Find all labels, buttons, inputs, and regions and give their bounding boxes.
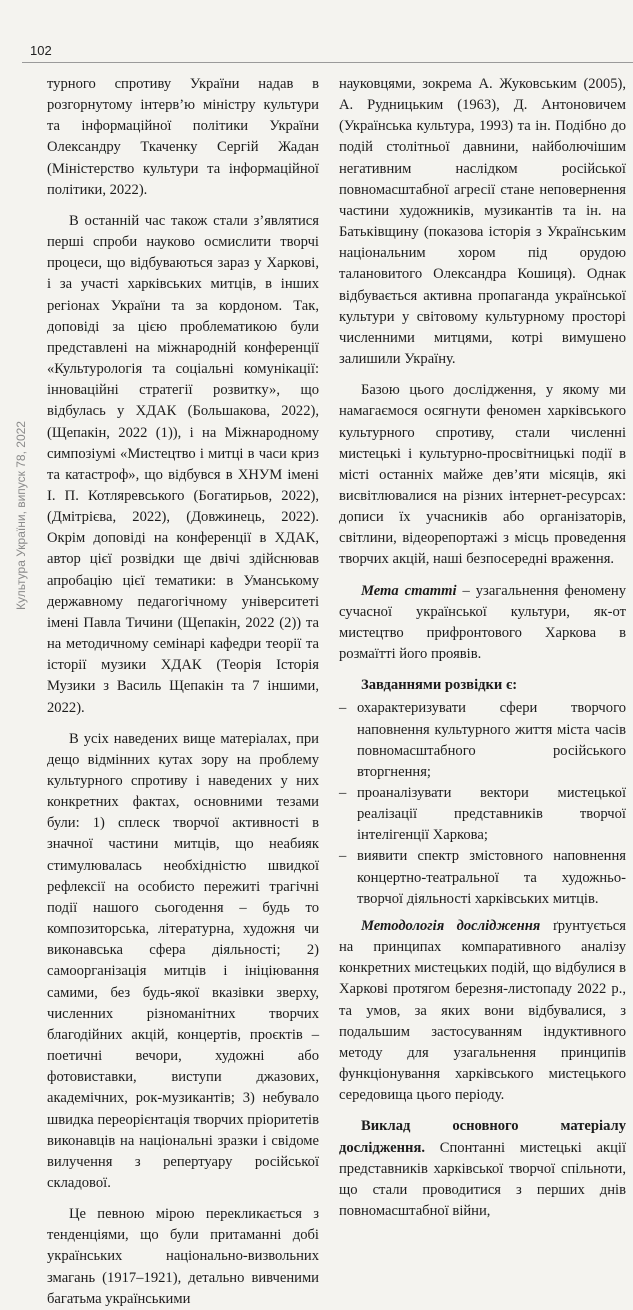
paragraph: Це певною мірою перекликається з тенденціями, що були притаманні добі українських національно-визвольних змагань (1917–1921), детально вивченими багатьма українськими	[47, 1206, 319, 1307]
goal-paragraph	[339, 581, 626, 666]
goal-lead: Мета статті	[361, 582, 457, 599]
tasks-list	[339, 698, 626, 910]
header-rule	[22, 62, 633, 63]
main-paragraph	[339, 1116, 626, 1222]
paragraph: В усіх наведених вище матеріалах, при дещо відмінних кутах зору на проблему культурного спротиву і наведених у них конкретних фактах, основними тезами були: 1) сплеск творчої активності в значної частини митців, що неабияк стимулювалась необхідністю швидкої рефлексії на особисто пережиті трагічні події нашого сьогодення – будь то композиторська, літературна, художня чи виконавська сфера діяльності; 2) самоорганізація митців і ініціювання самими, без будь-якої вказівки зверху, численних різноманітних творчих благодійних акцій, концертів, проєктів – поетичні вечори, художні або фотовиставки, виступи джазових, академічних, рок-музикантів; 3) небувало швидка переорієнтація творчих пріоритетів виконавців на національні зразки і свідоме вилучення з репертуару російської складової.	[47, 730, 319, 1191]
main-text: Спонтанні мистецькі акції представників харківської творчої спільноти, що стали проводитися з перших днів повномасштабної війни,	[339, 1139, 626, 1219]
method-lead: Методологія дослідження	[361, 917, 541, 934]
paragraph: В останній час також стали з’являтися перші спроби науково осмислити творчі процеси, що відбуваються зараз у Харкові, і за участі харківських митців, в інших регіонах України та за кордоном. Так, доповіді за цією проблематикою були представлені на міжнародній конференції «Культурологія та соціальні комунікації: інноваційні стратегії розвитку», що відбулась у ХДАК (Большакова, 2022), (Щепакін, 2022 (1)), і на Міжнародному симпозіумі «Мистецтво і митці в часи криз та катастроф», що відбувся в ХНУМ імені І. П. Котляревського (Богатирьов, 2022), (Дмітрієва, 2022), (Довжинець, 2022). Окрім доповіді на конференції в ХДАК, автор цієї розвідки ще двічі здійснював апробацію цієї тематики: в Уманському державному педагогічному університеті імені Павла Тичини (Щепакін, 2022 (2)) та на методичному семінарі кафедри теорії та історії музики ХДАК (Теорія Історія Музики з Василь Щепакін та 7 іншими, 2022).	[47, 212, 319, 716]
goal-text: – узагальнення феномену сучасної української культури, як-от мистецтво прифронтового Харкова в розмаїтті його проявів.	[339, 582, 626, 663]
main-lead: Виклад основного матеріалу дослідження.	[339, 1118, 626, 1156]
task-item: – виявити спектр змістовного наповнення концертно-театральної та художньо-творчої діяльності харківських митців.	[339, 846, 626, 909]
running-head: Культура України, випуск 78, 2022	[14, 421, 28, 610]
page-number: 102	[30, 43, 52, 58]
paragraph: Базою цього дослідження, у якому ми намагаємося осягнути феномен харківського культурного спротиву, стали численні мистецькі і культурно-просвітницькі події в місті останніх майже дев’яти місяців, які висвітлювалися на різних інтернет-ресурсах: дописи їх учасників або організаторів, світлини, відеорепортажі з місць проведення творчих акцій, наші безпосередні враження.	[339, 382, 626, 568]
task-item: – проаналізувати вектори мистецької реалізації представників творчої інтелігенції Харкова;	[339, 783, 626, 846]
right-column	[339, 74, 626, 1222]
method-paragraph	[339, 916, 626, 1106]
paragraph: турного спротиву України надав в розгорнутому інтерв’ю міністру культури та інформаційної політики України Олександру Ткаченку Сергій Жадан (Міністерство культури та інформаційної політики, 2022).	[47, 76, 319, 198]
left-column	[47, 74, 319, 1310]
tasks-title: Завданнями розвідки є:	[361, 677, 518, 694]
task-item: – охарактеризувати сфери творчого наповнення культурного життя міста часів повномасштабного російського вторгнення;	[339, 698, 626, 783]
paragraph: науковцями, зокрема А. Жуковським (2005), А. Рудницьким (1963), Д. Антоновичем (Українська культура, 1993) та ін. Подібно до подій столітньої давнини, найболючішим негативним наслідком російської повномасштабної агресії стане неповернення частини художників, музикантів та ін. на Батьківщину (показова історія з Українським національним хором під орудою талановитого Олександра Кошиця). Однак відбувається активна пропаганда української культури у світовому культурному просторі численними митцями, котрі вимушено залишили Україну.	[339, 76, 626, 368]
method-text: ґрунтується на принципах компаративного аналізу конкретних мистецьких подій, що відбулися в Харкові протягом березня-листопаду 2022 р., та умов, за яких вони відбувалися, з подальшим застосуванням індуктивного методу для узагальнення принципів функціонування харківського мистецького середовища цього періоду.	[339, 917, 626, 1104]
